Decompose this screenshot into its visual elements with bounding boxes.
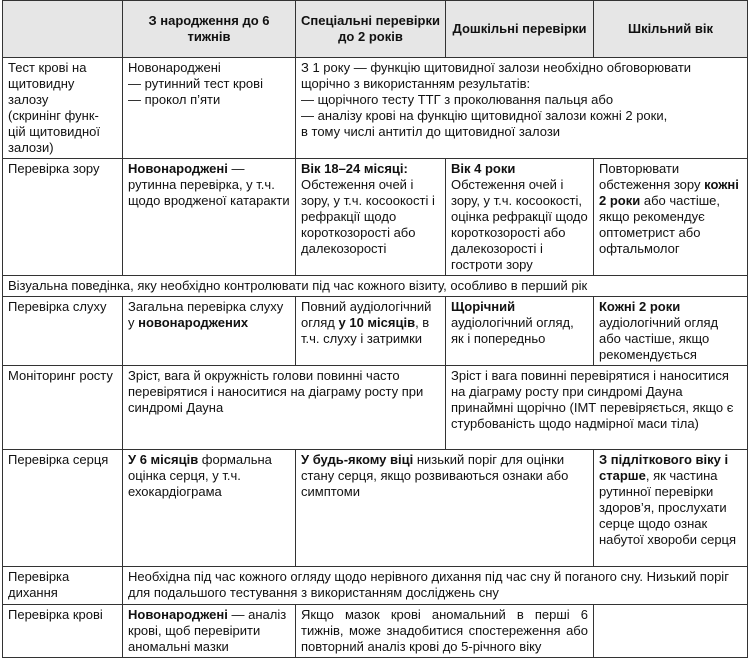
hearing-preschool-cell: Щорічний аудіологічний огляд, як і попередньо [446,297,594,366]
vision-newborn-cell: Новонароджені — рутинна перевірка, у т.ч. щодо вродженої катаракти [123,159,296,276]
growth-early-cell: Зріст, вага й окружність голови повинні часто перевірятися і наноситися на діаграму росту при синдромі Дауна [123,366,446,450]
blood-school-cell [594,605,748,658]
breathing-cell: Необхідна під час кожного огляду щодо нерівного дихання під час сну й поганого сну. Низький поріг для подальшого тестування з використанням досліджень сну [123,567,748,605]
thyroid-newborn-cell: Новонароджені — рутинний тест крові — прокол п’яти [123,58,296,159]
heart-6-months-cell: У 6 місяців формальна оцінка серця, у т.ч. ехокардіограма [123,450,296,567]
row-thyroid [3,58,748,159]
blood-newborn-cell: Новонароджені — аналіз крові, щоб перевірити аномальні мазки [123,605,296,658]
heart-adolescent-cell: З підліткового віку і старше, як частина рутинної перевірки здоров’я, прослухати серце щодо ознак набутої хвороби серця [594,450,748,567]
row-label-blood: Перевірка крові [3,605,123,658]
row-growth [3,366,748,450]
row-label-thyroid: Тест крові на щитовидну залозу (скринінг функ- цій щитовидної залози) [3,58,123,159]
hearing-school-cell: Кожні 2 роки аудіологічний огляд або частіше, якщо рекомендується [594,297,748,366]
row-label-vision: Перевірка зору [3,159,123,276]
row-hearing [3,297,748,366]
thyroid-from-1-year-cell: З 1 року — функцію щитовидної залози необхідно обговорювати щорічно з використанням результатів: — щорічного тесту ТТГ з проколювання пальця або — аналізу крові на функцію щитовидної залози кожні 2 роки, в тому числі антитіл до щитовидної залози [296,58,748,159]
visual-behavior-cell: Візуальна поведінка, яку необхідно контролювати під час кожного візиту, особливо в перший рік [3,276,748,297]
vision-4-years-cell: Вік 4 роки Обстеження очей і зору, у т.ч. косоокості, оцінка рефракції щодо короткозорості або далекозорості і гостроти зору [446,159,594,276]
blood-followup-cell: Якщо мазок крові аномальний в перші 6 тижнів, може знадобитися спостереження або повторний аналіз крові до 5-річного віку [296,605,594,658]
header-row [3,1,748,58]
vision-school-cell: Повторювати обстеження зору кожні 2 роки або частіше, якщо рекомендує оптометрист або офтальмолог [594,159,748,276]
row-label-breathing: Перевірка дихання [3,567,123,605]
row-label-growth: Моніторинг росту [3,366,123,450]
row-breathing [3,567,748,605]
header-school-age: Шкільний вік [594,1,748,58]
row-label-heart: Перевірка серця [3,450,123,567]
row-visual-behavior [3,276,748,297]
header-preschool: Дошкільні перевірки [446,1,594,58]
growth-later-cell: Зріст і вага повинні перевірятися і наноситися на діаграму росту при синдромі Дауна принаймні щорічно (ІМТ перевіряється, якщо є стурбованість щодо надмірної маси тіла) [446,366,748,450]
health-checks-table [2,0,748,658]
heart-any-age-cell: У будь-якому віці низький поріг для оцінки стану серця, якщо розвиваються ознаки або симптоми [296,450,594,567]
header-empty [3,1,123,58]
hearing-10-months-cell: Повний аудіологічний огляд у 10 місяців, в т.ч. слуху і затримки [296,297,446,366]
header-birth-6-weeks: З народження до 6 тижнів [123,1,296,58]
row-vision [3,159,748,276]
row-heart [3,450,748,567]
row-label-hearing: Перевірка слуху [3,297,123,366]
vision-18-24-months-cell: Вік 18–24 місяці: Обстеження очей і зору, у т.ч. косоокості і рефракції щодо короткозорості або далекозорості [296,159,446,276]
hearing-newborn-cell: Загальна перевірка слуху у новонароджених [123,297,296,366]
header-special-2-years: Спеціальні перевірки до 2 років [296,1,446,58]
row-blood [3,605,748,658]
